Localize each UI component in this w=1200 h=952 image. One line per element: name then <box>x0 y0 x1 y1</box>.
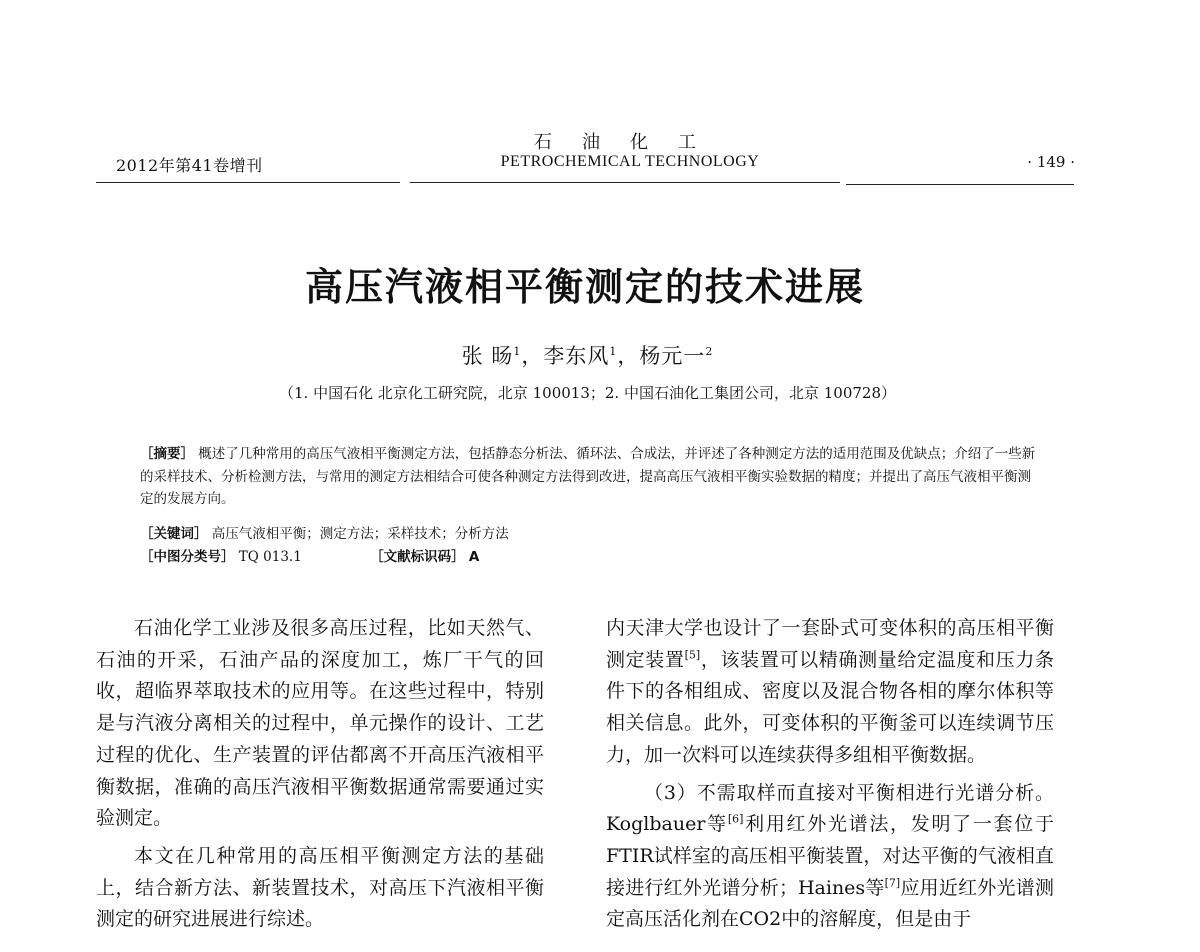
page-number: · 149 · <box>1027 153 1075 171</box>
article-title: 高压汽液相平衡测定的技术进展 <box>304 265 865 309</box>
abstract-label: ［摘要］ <box>140 446 194 462</box>
body-text: （3）不需取样而直接对平衡相进行光谱分析。Koglbauer等 <box>606 781 1054 836</box>
body-text: ，该装置可以精确测量给定温度和压力条件下的各相组成、密度以及混合物各相的摩尔体积等相关信息。此外，可变体积的平衡釜可以连续调节压力，加一次料可以连续获得多组相平衡数据。 <box>606 648 1054 766</box>
author-name: 张 旸 <box>461 344 514 368</box>
journal-name-english: PETROCHEMICAL TECHNOLOGY <box>500 153 760 170</box>
body-paragraph <box>606 613 1054 772</box>
body-paragraph <box>606 778 1054 937</box>
author-affiliation-mark: 1 <box>609 345 618 358</box>
affiliations: （1. 中国石化 北京化工研究院，北京 100013；2. 中国石油化工集团公司，北京 100728） <box>279 384 896 402</box>
author-name: 李东风 <box>543 344 610 368</box>
citation-ref: [7] <box>884 876 901 890</box>
clc-label: ［中图分类号］ <box>140 549 235 565</box>
keywords-label: ［关键词］ <box>140 526 208 542</box>
clc-value: TQ 013.1 <box>238 549 302 565</box>
header-rule-right <box>846 184 1074 185</box>
body-column-right <box>606 613 1054 936</box>
running-header-issue: 2012年第41卷增刊 <box>116 156 263 175</box>
citation-ref: [5] <box>684 648 701 662</box>
classification-line <box>140 546 1040 569</box>
author-name: 杨元一 <box>639 344 706 368</box>
abstract <box>140 443 1040 511</box>
journal-name-chinese: 石油化工 <box>534 132 726 153</box>
body-column-left <box>96 613 544 936</box>
doc-code-label: ［文献标识码］ <box>370 549 465 565</box>
keywords <box>140 523 1040 546</box>
body-paragraph: 石油化学工业涉及很多高压过程，比如天然气、石油的开采，石油产品的深度加工，炼厂干气的回收，超临界萃取技术的应用等。在这些过程中，特别是与汽液分离相关的过程中，单元操作的设计、工艺过程的优化、生产装置的评估都离不开高压汽液相平衡数据，准确的高压汽液相平衡数据通常需要通过实验测定。 <box>96 617 544 830</box>
doc-code-value: A <box>468 549 480 565</box>
abstract-text: 概述了几种常用的高压气液相平衡测定方法，包括静态分析法、循环法、合成法，并评述了各种测定方法的适用范围及优缺点；介绍了一些新的采样技术、分析检测方法，与常用的测定方法相结合可使各种测定方法得到改进，提高高压气液相平衡实验数据的精度；并提出了高压气液相平衡测定的发展方向。 <box>140 446 1036 507</box>
body-text: 内天津大学也设计了一套卧式可变体积的高压相平衡测定装置 <box>606 617 1054 671</box>
body-paragraph: 本文在几种常用的高压相平衡测定方法的基础上，结合新方法、新装置技术，对高压下汽液相平衡测定的研究进展进行综述。 <box>96 844 544 931</box>
body-text: 应用近红外光谱测定高压活化剂在CO2中的溶解度，但是由于 <box>606 876 1054 931</box>
author-affiliation-mark: 2 <box>705 345 714 358</box>
author-affiliation-mark: 1 <box>513 345 522 358</box>
citation-ref: [6] <box>727 812 744 826</box>
header-rule-left <box>96 182 400 183</box>
body-text: 利用红外光谱法，发明了一套位于FTIR试样室的高压相平衡装置，对达平衡的气液相直接进行红外光谱分析；Haines等 <box>606 813 1054 899</box>
author-list: 张 旸$^1$，李东风$^1$，杨元一$^2$ <box>461 344 714 368</box>
keywords-text: 高压气液相平衡；测定方法；采样技术；分析方法 <box>211 526 509 542</box>
header-rule-center <box>410 182 840 183</box>
